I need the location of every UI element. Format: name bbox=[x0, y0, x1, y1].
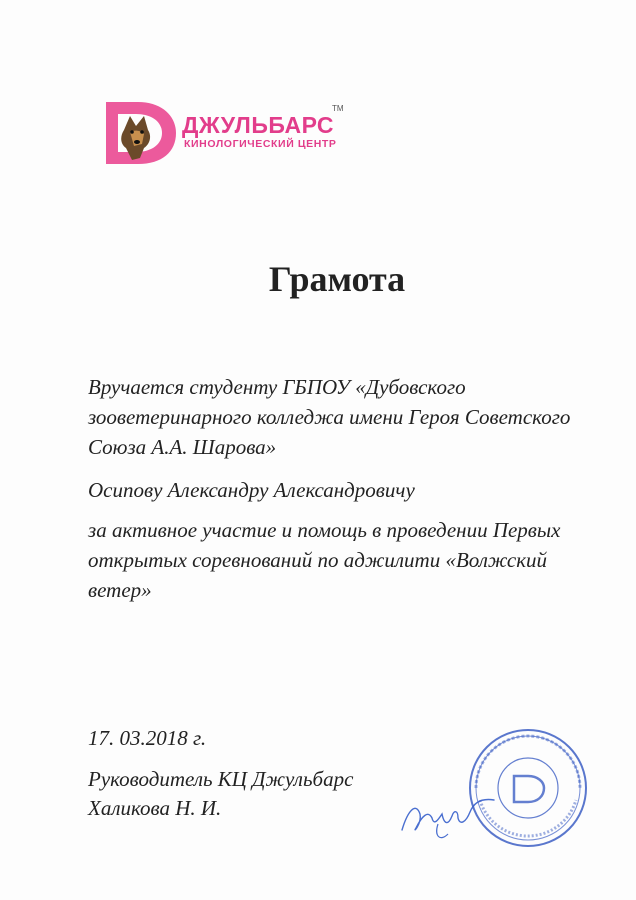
dog-logo-icon bbox=[104, 100, 178, 166]
recipient-organization: Вручается студенту ГБПОУ «Дубовского зооветеринарного колледжа имени Героя Советского Союза А.А. Шарова» bbox=[88, 375, 571, 459]
logo-subtitle: КИНОЛОГИЧЕСКИЙ ЦЕНТР bbox=[184, 138, 337, 150]
logo-brand-name: ДЖУЛЬБАРС bbox=[182, 112, 334, 138]
signatory-position: Руководитель КЦ Джульбарс bbox=[88, 767, 354, 791]
recipient-name: Осипову Александру Александровичу bbox=[88, 478, 415, 502]
signatory-name: Халикова Н. И. bbox=[88, 796, 222, 820]
document-title: Грамота bbox=[268, 259, 406, 299]
brand-logo bbox=[104, 100, 354, 166]
logo-trademark: TM bbox=[332, 104, 344, 113]
official-stamp bbox=[466, 726, 590, 850]
award-reason: за активное участие и помощь в проведении Первых открытых соревнований по аджилити «Волжский ветер» bbox=[88, 518, 561, 602]
issue-date: 17. 03.2018 г. bbox=[88, 726, 207, 750]
